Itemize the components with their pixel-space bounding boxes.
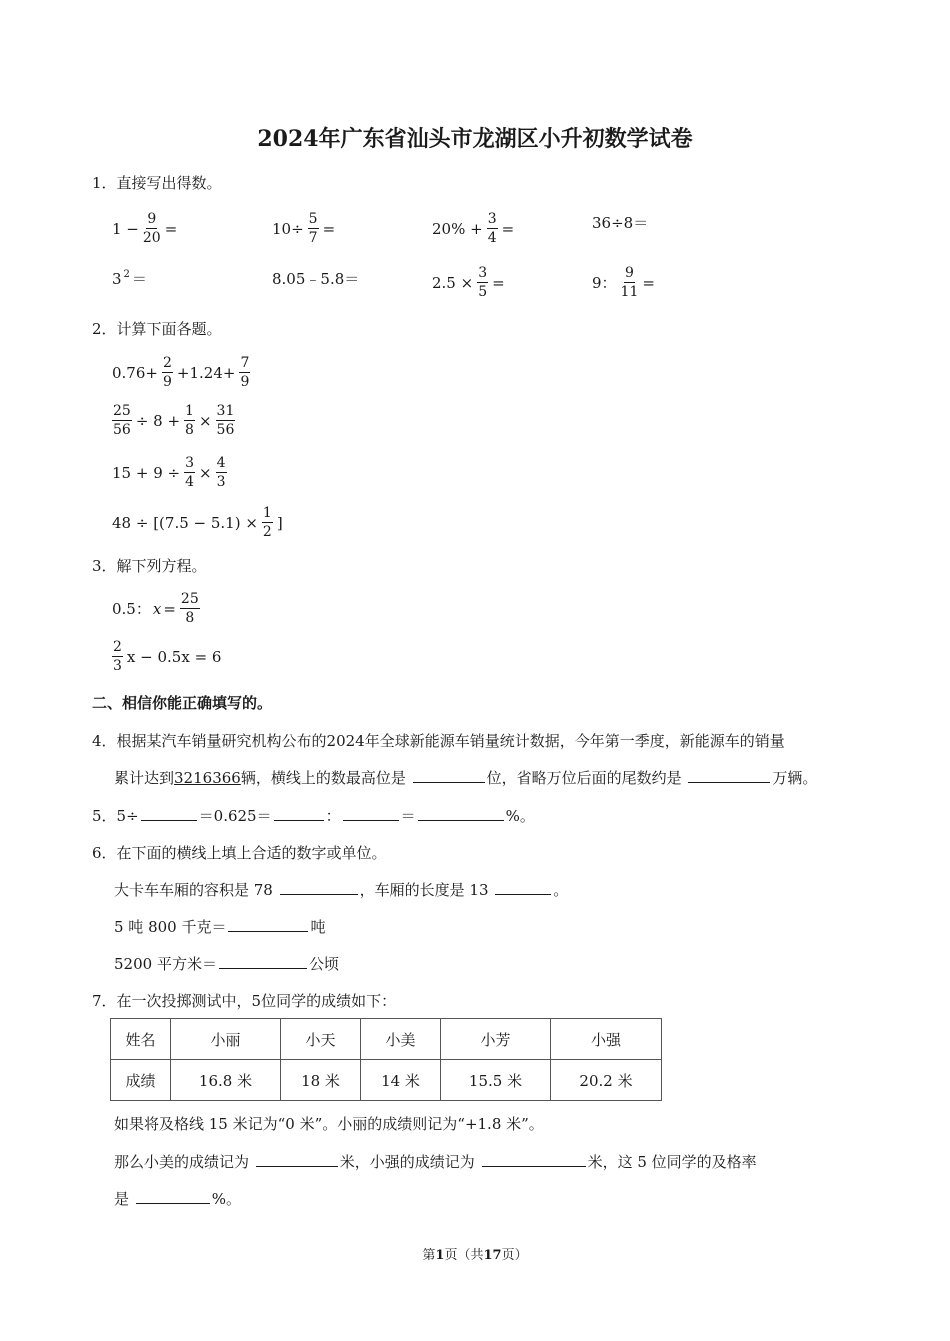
q5-d: ＝ <box>400 807 416 825</box>
q4-line-1: 4．根据某汽车销量研究机构公布的2024年全球新能源车销量统计数据，今年第一季度，新能源车的销量 <box>92 732 785 750</box>
q6-l1-c: 。 <box>553 881 569 899</box>
q1-item-g <box>432 266 505 299</box>
footer-b: 页（共 <box>444 1248 484 1263</box>
q2-l3-den-2: 3 <box>216 474 226 490</box>
q2-l2-a: ÷ 8 + <box>135 411 181 430</box>
q1-item-e <box>112 268 147 289</box>
q6-l3-a: 5200 平方米＝ <box>114 955 217 973</box>
q7-note: 如果将及格线 15 米记为“0 米”。小丽的成绩则记为“+1.8 米”。 <box>114 1115 544 1133</box>
q1-c-fraction <box>487 212 498 245</box>
q6-blank-2[interactable] <box>495 880 551 895</box>
q3-e1-b: = <box>163 599 176 618</box>
q7-l2-c: 米，这 5 位同学的及格率 <box>587 1153 757 1171</box>
q1-e-tail: ＝ <box>131 270 147 288</box>
q3-e2-den: 3 <box>113 658 122 674</box>
q2-l2-num-2: 1 <box>185 403 194 419</box>
section-2-heading: 二、相信你能正确填写的。 <box>92 694 273 712</box>
q2-l1-den-2: 9 <box>240 374 250 390</box>
q2-l1-frac-1 <box>162 356 173 389</box>
q7-l2-a: 那么小美的成绩记为 <box>114 1153 250 1171</box>
q3-e1-den: 8 <box>185 610 195 626</box>
q5-line <box>92 805 535 826</box>
q1-a-tail: = <box>164 219 178 238</box>
q7-blank-2[interactable] <box>482 1152 586 1167</box>
q3-e1-a: 0.5： <box>112 600 151 618</box>
q7-l2-b: 米，小强的成绩记为 <box>339 1153 475 1171</box>
q1-b-lead: 10÷ <box>272 219 304 238</box>
q2-l3-a: 15 + 9 ÷ <box>112 463 181 482</box>
q1-b-fraction <box>308 212 319 245</box>
q2-l2-den-2: 8 <box>185 422 194 438</box>
q2-l4-den: 2 <box>262 524 272 540</box>
q3-equation-2 <box>110 640 221 673</box>
q2-l3-den-1: 4 <box>185 474 194 490</box>
q1-item-a <box>112 212 177 245</box>
q1-item-h <box>592 266 655 299</box>
q5-e: %。 <box>505 807 535 825</box>
q2-l2-frac-2 <box>184 404 195 437</box>
q1-c-denominator: 4 <box>487 230 497 246</box>
q3-heading: 3．解下列方程。 <box>92 557 207 575</box>
q1-g-lead: 2.5 × <box>432 273 474 292</box>
q1-a-lead: 1 − <box>112 219 139 238</box>
q7-line-3 <box>114 1188 241 1209</box>
q1-c-tail: = <box>501 219 515 238</box>
q3-e1-fraction <box>180 592 200 625</box>
q2-l3-num-2: 4 <box>216 455 226 471</box>
q5-a: 5．5÷ <box>92 807 139 825</box>
page-footer <box>0 1244 950 1263</box>
q1-h-numerator: 9 <box>625 265 634 281</box>
q2-l4-b: ] <box>276 513 283 532</box>
q2-l1-num-2: 7 <box>240 355 250 371</box>
table-cell: 20.2 米 <box>551 1060 662 1101</box>
q7-score-table <box>110 1018 662 1101</box>
q1-item-d: 36÷8＝ <box>592 214 649 232</box>
q2-l2-num-1: 25 <box>113 403 131 419</box>
q6-l1-a: 大卡车车厢的容积是 78 <box>114 881 273 899</box>
q3-e2-num: 2 <box>113 639 122 655</box>
q3-equation-1 <box>112 592 202 625</box>
q2-heading: 2．计算下面各题。 <box>92 320 222 338</box>
q1-g-numerator: 3 <box>478 265 488 281</box>
q1-item-c <box>432 212 514 245</box>
q4-underlined-number: 3216366 <box>174 769 241 787</box>
table-cell: 小强 <box>551 1019 662 1060</box>
q2-line-3 <box>112 456 229 489</box>
page-title: 2024年广东省汕头市龙湖区小升初数学试卷 <box>257 126 693 152</box>
table-cell: 小天 <box>281 1019 361 1060</box>
q1-b-denominator: 7 <box>308 230 318 246</box>
q2-l3-frac-1 <box>184 456 195 489</box>
q6-blank-1[interactable] <box>280 880 358 895</box>
q3-e1-num: 25 <box>180 591 199 607</box>
q6-blank-4[interactable] <box>219 954 307 969</box>
q1-h-lead: 9： <box>592 274 617 292</box>
table-cell: 14 米 <box>361 1060 441 1101</box>
q1-item-f: 8.05﹣5.8＝ <box>272 270 360 288</box>
q1-g-fraction <box>477 266 488 299</box>
q6-line-1 <box>114 879 568 900</box>
table-cell: 小丽 <box>171 1019 281 1060</box>
table-cell: 成绩 <box>111 1060 171 1101</box>
q7-blank-1[interactable] <box>256 1152 338 1167</box>
q1-item-b <box>272 212 335 245</box>
q7-l3-a: 是 <box>114 1190 130 1208</box>
q3-e2-fraction <box>112 640 123 673</box>
q1-a-numerator: 9 <box>147 211 157 227</box>
q2-l1-den-1: 9 <box>162 374 172 390</box>
q2-l2-frac-3 <box>216 404 236 437</box>
table-cell: 小芳 <box>441 1019 551 1060</box>
q1-g-denominator: 5 <box>478 284 488 300</box>
q2-l3-num-1: 3 <box>185 455 194 471</box>
q2-l4-frac <box>262 506 273 539</box>
q1-a-denominator: 20 <box>142 230 161 246</box>
q4-l2-b: 辆，横线上的数最高位是 <box>240 769 406 787</box>
q1-e-exponent: 2 <box>123 269 130 280</box>
q4-l2-c: 位，省略万位后面的尾数约是 <box>486 769 682 787</box>
footer-page-number: 1 <box>435 1248 445 1263</box>
footer-c: 页） <box>501 1248 528 1263</box>
q4-line-2 <box>114 767 817 788</box>
q7-heading: 7．在一次投掷测试中，5位同学的成绩如下： <box>92 992 397 1010</box>
q2-l2-frac-1 <box>112 404 132 437</box>
q3-e2-a: x − 0.5x = 6 <box>126 647 222 666</box>
q2-line-1 <box>112 356 252 389</box>
q2-l4-num: 1 <box>262 505 272 521</box>
q6-l1-b: ，车厢的长度是 13 <box>359 881 489 899</box>
q4-blank-1[interactable] <box>413 768 485 783</box>
q2-l1-a: 0.76+ <box>112 363 158 382</box>
q2-l3-b: × <box>199 463 212 482</box>
q2-l2-den-1: 56 <box>113 422 131 438</box>
q1-c-lead: 20% + <box>432 219 483 238</box>
q2-l2-den-3: 56 <box>216 422 235 438</box>
table-cell: 15.5 米 <box>441 1060 551 1101</box>
q7-l3-b: %。 <box>211 1190 242 1208</box>
q5-c: ： <box>325 807 341 825</box>
q2-line-4 <box>112 506 283 539</box>
q2-line-2 <box>110 404 237 437</box>
q1-b-tail: = <box>322 219 336 238</box>
q2-l4-a: 48 ÷ [(7.5 − 5.1) × <box>112 513 258 532</box>
q2-l1-b: +1.24+ <box>176 363 236 382</box>
q4-blank-2[interactable] <box>688 768 770 783</box>
q1-h-denominator: 11 <box>620 284 639 300</box>
q1-g-tail: = <box>492 273 505 292</box>
q6-l2-b: 吨 <box>310 918 326 936</box>
q6-heading: 6．在下面的横线上填上合适的数字或单位。 <box>92 844 387 862</box>
q1-b-numerator: 5 <box>308 211 318 227</box>
q5-blank-4[interactable] <box>418 806 504 821</box>
q6-line-2 <box>114 916 326 937</box>
table-cell: 姓名 <box>111 1019 171 1060</box>
q1-e-base: 3 <box>112 269 122 288</box>
q1-c-numerator: 3 <box>487 211 497 227</box>
table-cell: 16.8 米 <box>171 1060 281 1101</box>
q2-l2-num-3: 31 <box>216 403 235 419</box>
footer-a: 第 <box>422 1248 436 1263</box>
q3-e1-x: x <box>152 599 162 618</box>
q1-a-fraction <box>143 212 161 245</box>
q2-l3-frac-2 <box>216 456 227 489</box>
q5-blank-2[interactable] <box>274 806 324 821</box>
q5-b: ＝0.625＝ <box>198 807 272 825</box>
q4-l2-a: 累计达到 <box>114 769 175 787</box>
q6-l3-b: 公顷 <box>308 955 339 973</box>
q6-l2-a: 5 吨 800 千克＝ <box>114 918 227 936</box>
q2-l1-num-1: 2 <box>162 355 172 371</box>
q4-l2-d: 万辆。 <box>772 769 818 787</box>
table-cell: 小美 <box>361 1019 441 1060</box>
q6-line-3 <box>114 953 339 974</box>
q7-blank-3[interactable] <box>136 1189 210 1204</box>
q1-h-fraction <box>621 266 639 299</box>
q7-line-2 <box>114 1151 757 1172</box>
q2-l2-b: × <box>198 411 212 430</box>
q1-heading: 1．直接写出得数。 <box>92 174 222 192</box>
q2-l1-frac-2 <box>239 356 250 389</box>
table-row <box>111 1060 662 1101</box>
table-cell: 18 米 <box>281 1060 361 1101</box>
q6-blank-3[interactable] <box>228 917 308 932</box>
table-header-row <box>111 1019 662 1060</box>
q1-h-tail: = <box>642 273 655 292</box>
q5-blank-1[interactable] <box>141 806 197 821</box>
footer-total-pages: 17 <box>483 1248 502 1263</box>
q5-blank-3[interactable] <box>343 806 399 821</box>
